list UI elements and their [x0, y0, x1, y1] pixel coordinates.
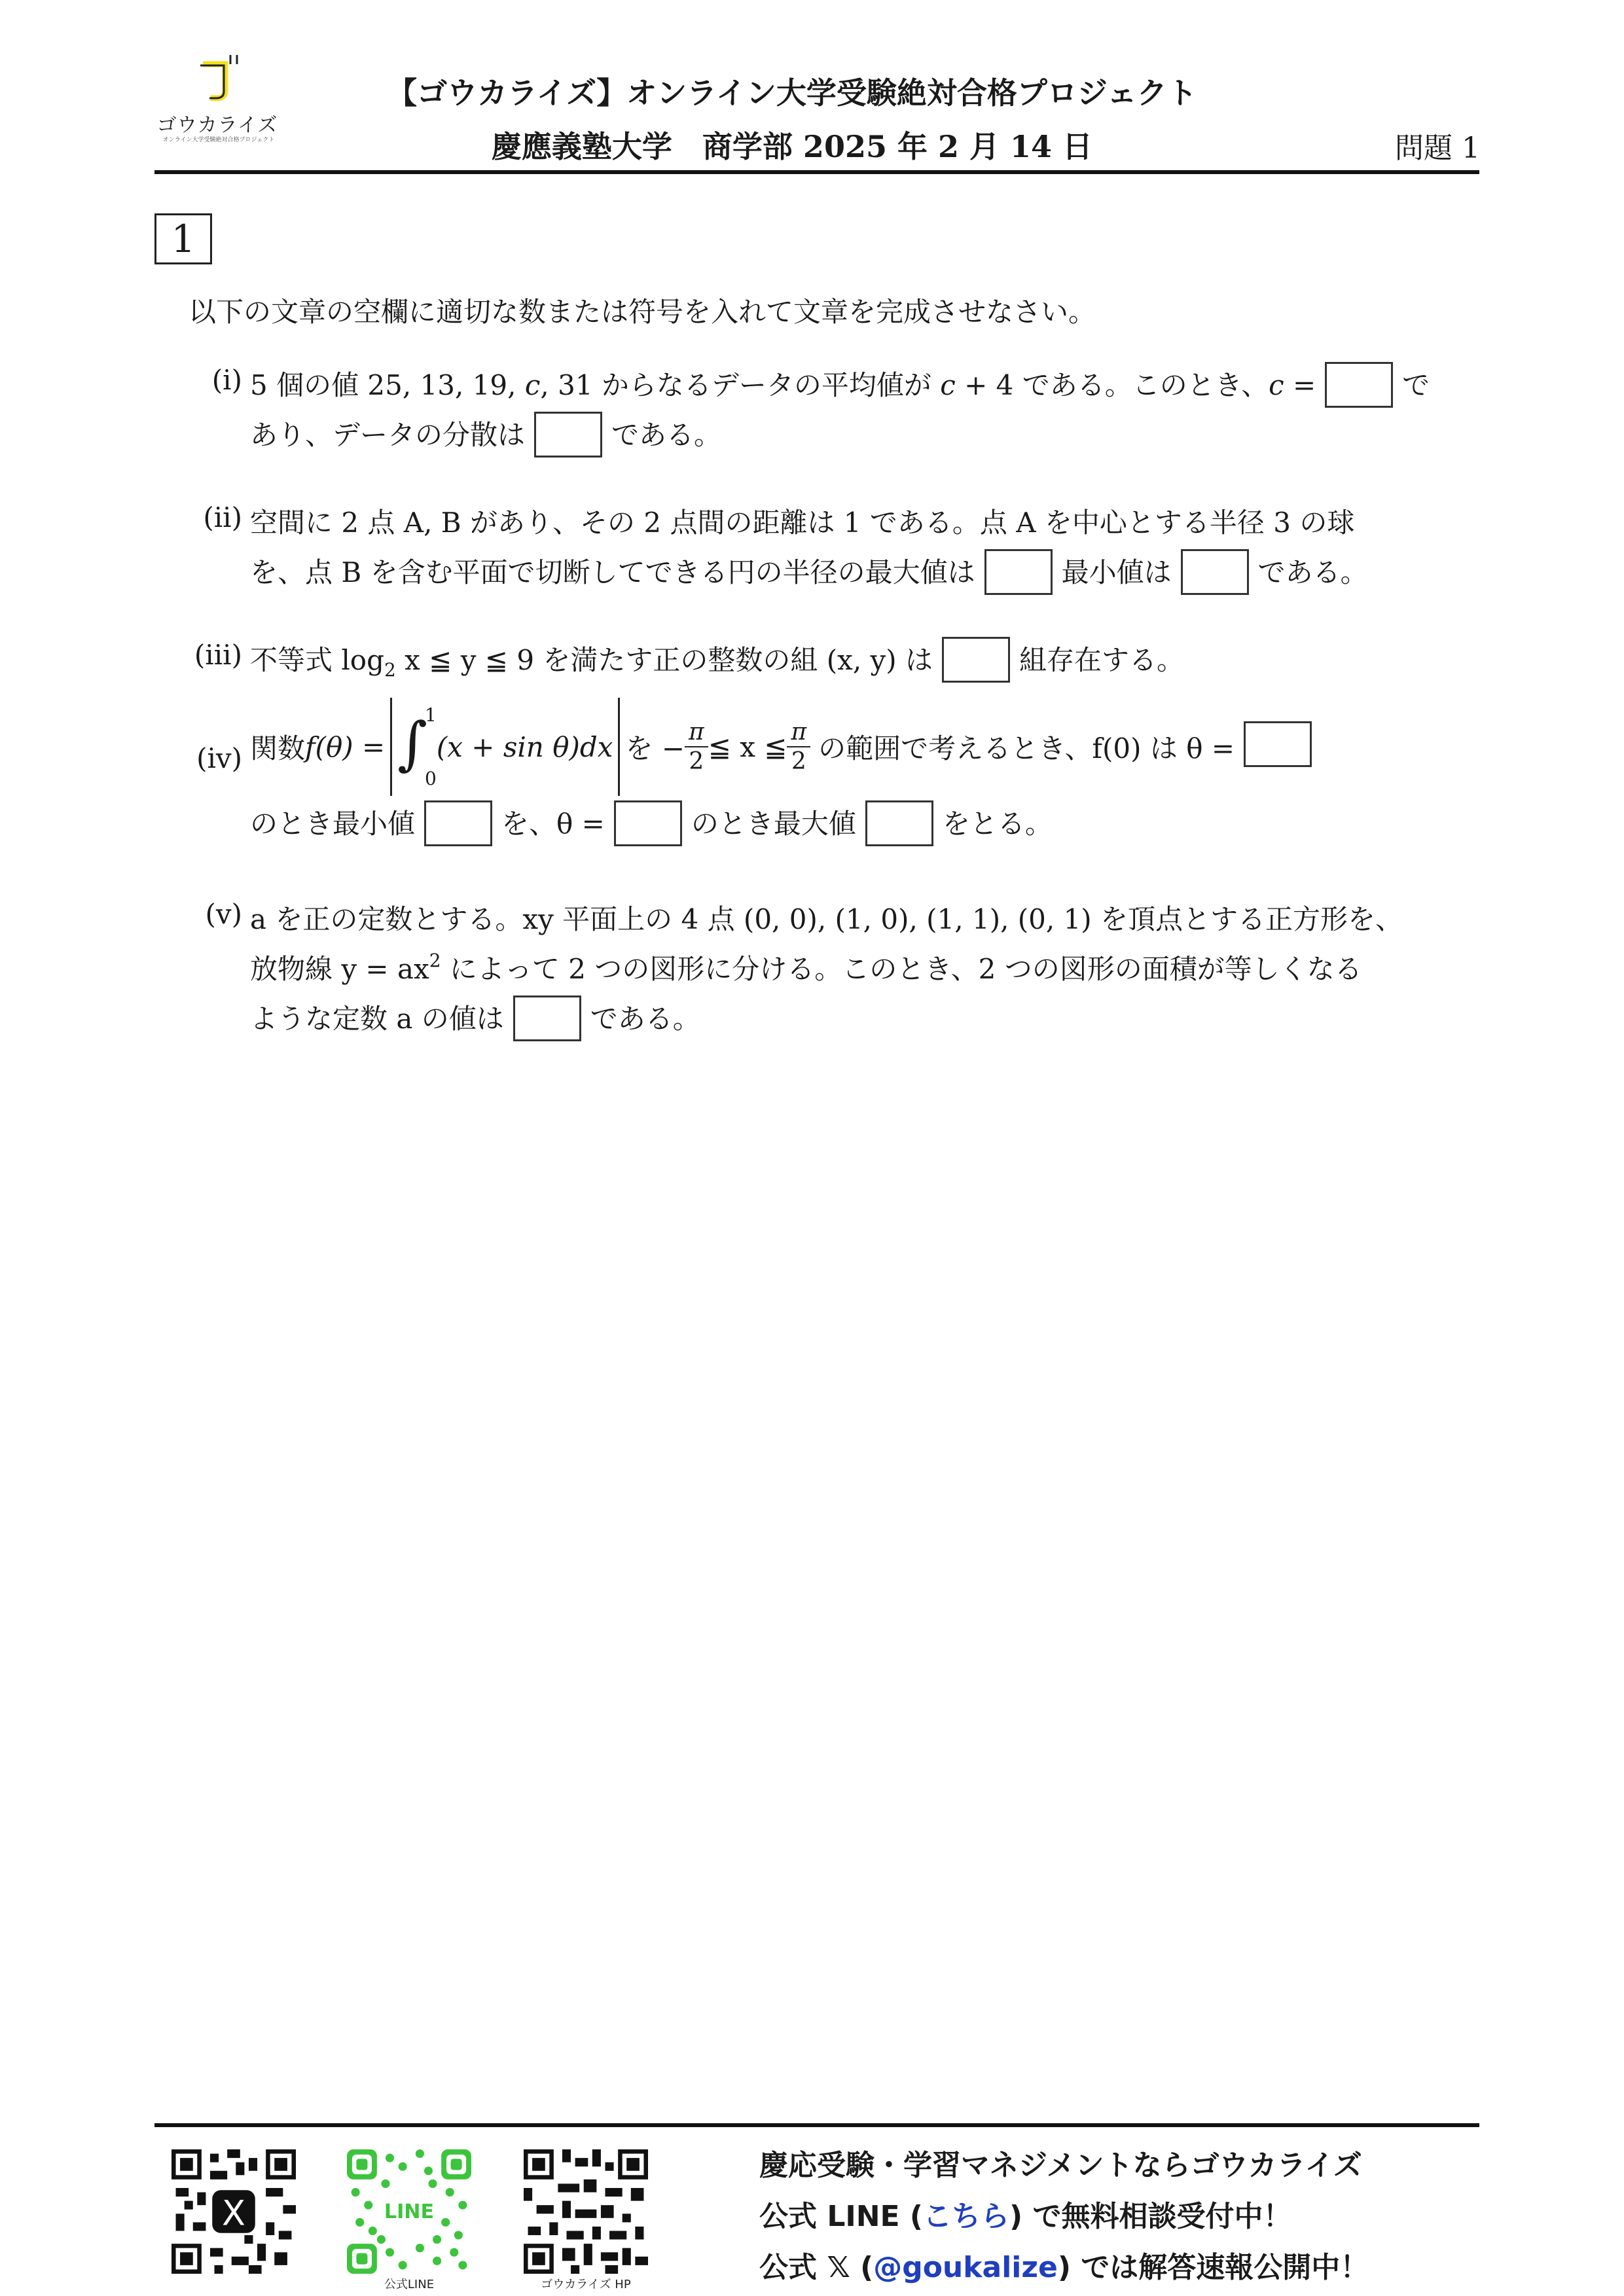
text: ≦ x ≦	[708, 730, 787, 763]
log-base: 2	[384, 659, 396, 681]
line-logo-icon: LINE	[384, 2200, 435, 2223]
answer-blank[interactable]	[1325, 362, 1393, 408]
abs-bar-left	[390, 698, 392, 796]
text: 5 個の値 25, 13, 19,	[250, 369, 525, 401]
text: + 4 である。このとき、	[955, 369, 1269, 401]
qr-line-caption: 公式LINE	[384, 2278, 435, 2291]
item-line-1	[250, 639, 1184, 685]
text: のとき最大値	[691, 808, 856, 840]
homepage-qr-code[interactable]	[524, 2149, 648, 2274]
logo-mark-icon	[191, 51, 244, 103]
answer-blank[interactable]	[865, 800, 933, 846]
item-line-3	[250, 997, 700, 1044]
text: 放物線 y = ax	[250, 953, 429, 985]
text: の範囲で考えるとき、f(0) は θ =	[818, 732, 1235, 764]
answer-blank[interactable]	[424, 800, 492, 846]
denominator: 2	[689, 748, 704, 775]
text: x ≦ y ≦ 9 を満たす正の整数の組 (x, y) は	[395, 644, 933, 676]
math-var: c	[524, 369, 541, 401]
item-line-1	[250, 364, 1430, 410]
x-account-link[interactable]: @goukalize	[873, 2251, 1058, 2284]
footer-divider	[154, 2123, 1479, 2127]
answer-blank[interactable]	[513, 996, 581, 1041]
text: を、θ =	[501, 808, 605, 840]
text: 公式 𝕏 (	[759, 2251, 874, 2284]
text: 不等式 log	[250, 644, 384, 676]
exam-subtitle: 慶應義塾大学 商学部 2025 年 2 月 14 日	[491, 129, 1093, 164]
text: ) で無料相談受付中！	[1009, 2200, 1292, 2233]
numerator: π	[787, 718, 810, 747]
page-title: 【ゴウカライズ】オンライン大学受験絶対合格プロジェクト	[387, 75, 1197, 111]
denominator: 2	[791, 748, 806, 775]
item-line-2	[250, 948, 1362, 987]
text: である。	[1257, 556, 1368, 588]
item-label: (i)	[211, 364, 242, 396]
math-var: c	[1269, 369, 1284, 401]
item-line-2	[250, 802, 1053, 849]
function-name: f(θ) =	[305, 730, 386, 763]
text: である。	[611, 419, 722, 451]
logo-text: ゴウカライズ	[156, 114, 278, 137]
qr-hp-caption: ゴウカライズ HP	[541, 2278, 631, 2291]
text: =	[1284, 369, 1316, 401]
fraction-pi-over-2	[685, 718, 708, 776]
answer-blank[interactable]	[1244, 721, 1312, 767]
answer-blank[interactable]	[614, 800, 682, 846]
upper-limit: 1	[425, 704, 437, 726]
text: をとる。	[942, 808, 1053, 840]
item-line-2	[250, 551, 1368, 598]
item-line-1: a を正の定数とする。xy 平面上の 4 点 (0, 0), (1, 0), (1, 1), (0, 1) を頂点とする正方形を、	[250, 903, 1403, 935]
x-logo-icon: X	[222, 2193, 245, 2234]
footer-x-promo	[759, 2244, 1369, 2286]
logo-subtext: オンライン大学受験絶対合格プロジェクト	[162, 137, 275, 143]
math-var: c	[940, 369, 956, 401]
goukalize-logo	[152, 51, 283, 149]
text: によって 2 つの図形に分ける。このとき、2 つの図形の面積が等しくなる	[441, 953, 1362, 985]
text: 最小値は	[1061, 556, 1172, 588]
text: あり、データの分散は	[250, 419, 526, 451]
text: ような定数 a の値は	[250, 1003, 504, 1035]
header-divider	[154, 170, 1479, 174]
problem-number-box: 1	[154, 213, 212, 264]
item-line-1: 空間に 2 点 A, B があり、その 2 点間の距離は 1 である。点 A を中心とする半径 3 の球	[250, 507, 1355, 539]
line-link[interactable]: こちら	[923, 2200, 1010, 2233]
integrand: (x + sin θ)dx	[436, 730, 613, 763]
text: ) では解答速報公開中！	[1057, 2251, 1369, 2284]
text: 関数	[250, 732, 306, 764]
x-qr-code[interactable]	[171, 2149, 296, 2274]
abs-bar-right	[618, 698, 620, 796]
text: を −	[625, 732, 685, 764]
item-label: (iv)	[196, 742, 242, 774]
text: を、点 B を含む平面で切断してできる円の半径の最大値は	[250, 556, 975, 588]
footer-line-promo	[759, 2193, 1291, 2234]
text: 組存在する。	[1019, 644, 1185, 676]
numerator: π	[685, 718, 708, 747]
text: である。	[590, 1003, 700, 1035]
item-label: (ii)	[203, 501, 242, 533]
item-line-1	[250, 704, 1321, 789]
exponent: 2	[429, 950, 441, 971]
text: で	[1402, 369, 1430, 401]
answer-blank[interactable]	[534, 412, 602, 457]
line-qr-code[interactable]	[347, 2149, 471, 2274]
fraction-pi-over-2	[787, 718, 810, 776]
footer-tagline: 慶応受験・学習マネジメントならゴウカライズ	[759, 2149, 1362, 2182]
problem-intro: 以下の文章の空欄に適切な数または符号を入れて文章を完成させなさい。	[189, 296, 1096, 328]
lower-limit: 0	[425, 768, 437, 789]
answer-blank[interactable]	[1181, 549, 1249, 595]
answer-blank[interactable]	[942, 637, 1010, 683]
item-label: (iii)	[194, 639, 242, 671]
integral-sign: ∫	[397, 709, 428, 777]
item-label: (v)	[205, 898, 242, 930]
item-line-2	[250, 414, 721, 460]
text: のとき最小値	[250, 808, 416, 840]
question-number-label: 問題 1	[1395, 132, 1480, 165]
text: 公式 LINE (	[759, 2200, 924, 2233]
text: , 31 からなるデータの平均値が	[540, 369, 941, 401]
answer-blank[interactable]	[984, 549, 1053, 595]
